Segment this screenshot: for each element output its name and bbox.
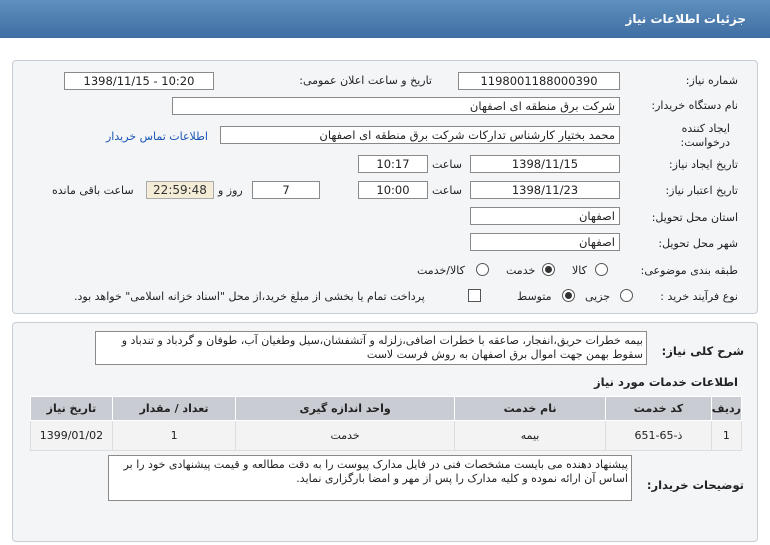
col-quantity: تعداد / مقدار xyxy=(112,397,235,421)
province-field: اصفهان xyxy=(470,207,620,225)
process-type-label: نوع فرآیند خرید : xyxy=(660,290,738,303)
buyer-notes-label: توضیحات خریدار: xyxy=(646,478,744,492)
need-number-label: شماره نیاز: xyxy=(685,74,738,87)
page-title: جزئیات اطلاعات نیاز xyxy=(625,12,746,26)
page-header xyxy=(0,0,770,38)
col-row-number: ردیف xyxy=(711,397,741,421)
cell-row-number: 1 xyxy=(711,421,741,451)
valid-time-label: ساعت xyxy=(432,184,462,197)
summary-label: شرح کلی نیاز: xyxy=(661,344,744,358)
treasury-payment-checkbox[interactable] xyxy=(468,289,481,302)
buyer-org-field: شرکت برق منطقه ای اصفهان xyxy=(172,97,620,115)
treasury-payment-text: پرداخت تمام یا بخشی از مبلغ خرید،از محل "اسناد خزانه اسلامی" خواهد بود. xyxy=(74,290,425,303)
days-label: روز و xyxy=(218,184,243,197)
create-time-field: 10:17 xyxy=(358,155,428,173)
days-field: 7 xyxy=(252,181,320,199)
category-option-goods-service: کالا/خدمت xyxy=(417,264,465,277)
creator-label-line2: درخواست: xyxy=(680,136,730,149)
process-radio-medium[interactable] xyxy=(562,289,575,302)
category-radio-goods-service[interactable] xyxy=(476,263,489,276)
process-option-medium: متوسط xyxy=(517,290,552,303)
process-option-minor: جزیی xyxy=(585,290,611,303)
create-time-label: ساعت xyxy=(432,158,462,171)
col-need-date: تاریخ نیاز xyxy=(31,397,113,421)
summary-text: بیمه خطرات حریق،انفجار، صاعقه با خطرات اضافی،زلزله و آتشفشان،سیل وطغیان آب، طوفان و گردباد و تندباد و سقوط بهمن جهت اموال برق اصفهان به روش فرست لاست xyxy=(95,331,647,365)
services-table xyxy=(30,396,742,451)
category-label: طبقه بندی موضوعی: xyxy=(640,264,738,277)
announce-datetime-label: تاریخ و ساعت اعلان عمومی: xyxy=(299,74,432,87)
remaining-time-field: 22:59:48 xyxy=(146,181,214,199)
buyer-notes-text: پیشنهاد دهنده می بایست مشخصات فنی در فایل مدارک پیوست را به دقت مطالعه و قیمت پیشنهادی خود را بر اساس آن ارائه نموده و کلیه مدارک را پس از مهر و امضا بارگزاری نماید. xyxy=(108,455,632,501)
cell-service-name: بیمه xyxy=(454,421,605,451)
cell-quantity: 1 xyxy=(112,421,235,451)
create-date-label: تاریخ ایجاد نیاز: xyxy=(668,158,738,171)
city-label: شهر محل تحویل: xyxy=(658,237,738,250)
valid-date-label: تاریخ اعتبار نیاز: xyxy=(665,184,738,197)
col-service-name: نام خدمت xyxy=(454,397,605,421)
col-unit: واحد اندازه گیری xyxy=(236,397,455,421)
process-radio-minor[interactable] xyxy=(620,289,633,302)
cell-unit: خدمت xyxy=(236,421,455,451)
category-option-goods: کالا xyxy=(572,264,587,277)
category-radio-service[interactable] xyxy=(542,263,555,276)
announce-datetime-field: 1398/11/15 - 10:20 xyxy=(64,72,214,90)
valid-date-field: 1398/11/23 xyxy=(470,181,620,199)
table-row xyxy=(31,421,742,451)
table-header-row xyxy=(31,397,742,421)
services-section-title: اطلاعات خدمات مورد نیاز xyxy=(594,375,738,389)
creator-field: محمد بختیار کارشناس تدارکات شرکت برق منطقه ای اصفهان xyxy=(220,126,620,144)
create-date-field: 1398/11/15 xyxy=(470,155,620,173)
need-number-field: 1198001188000390 xyxy=(458,72,620,90)
buyer-org-label: نام دستگاه خریدار: xyxy=(651,99,738,112)
city-field: اصفهان xyxy=(470,233,620,251)
remaining-time-label: ساعت باقی مانده xyxy=(52,184,134,197)
buyer-contact-link[interactable]: اطلاعات تماس خریدار xyxy=(106,130,208,143)
col-service-code: کد خدمت xyxy=(606,397,712,421)
category-radio-goods[interactable] xyxy=(595,263,608,276)
cell-service-code: ذ-65-651 xyxy=(606,421,712,451)
category-option-service: خدمت xyxy=(506,264,536,277)
cell-need-date: 1399/01/02 xyxy=(31,421,113,451)
province-label: استان محل تحویل: xyxy=(651,211,738,224)
valid-time-field: 10:00 xyxy=(358,181,428,199)
creator-label-line1: ایجاد کننده xyxy=(681,122,730,135)
